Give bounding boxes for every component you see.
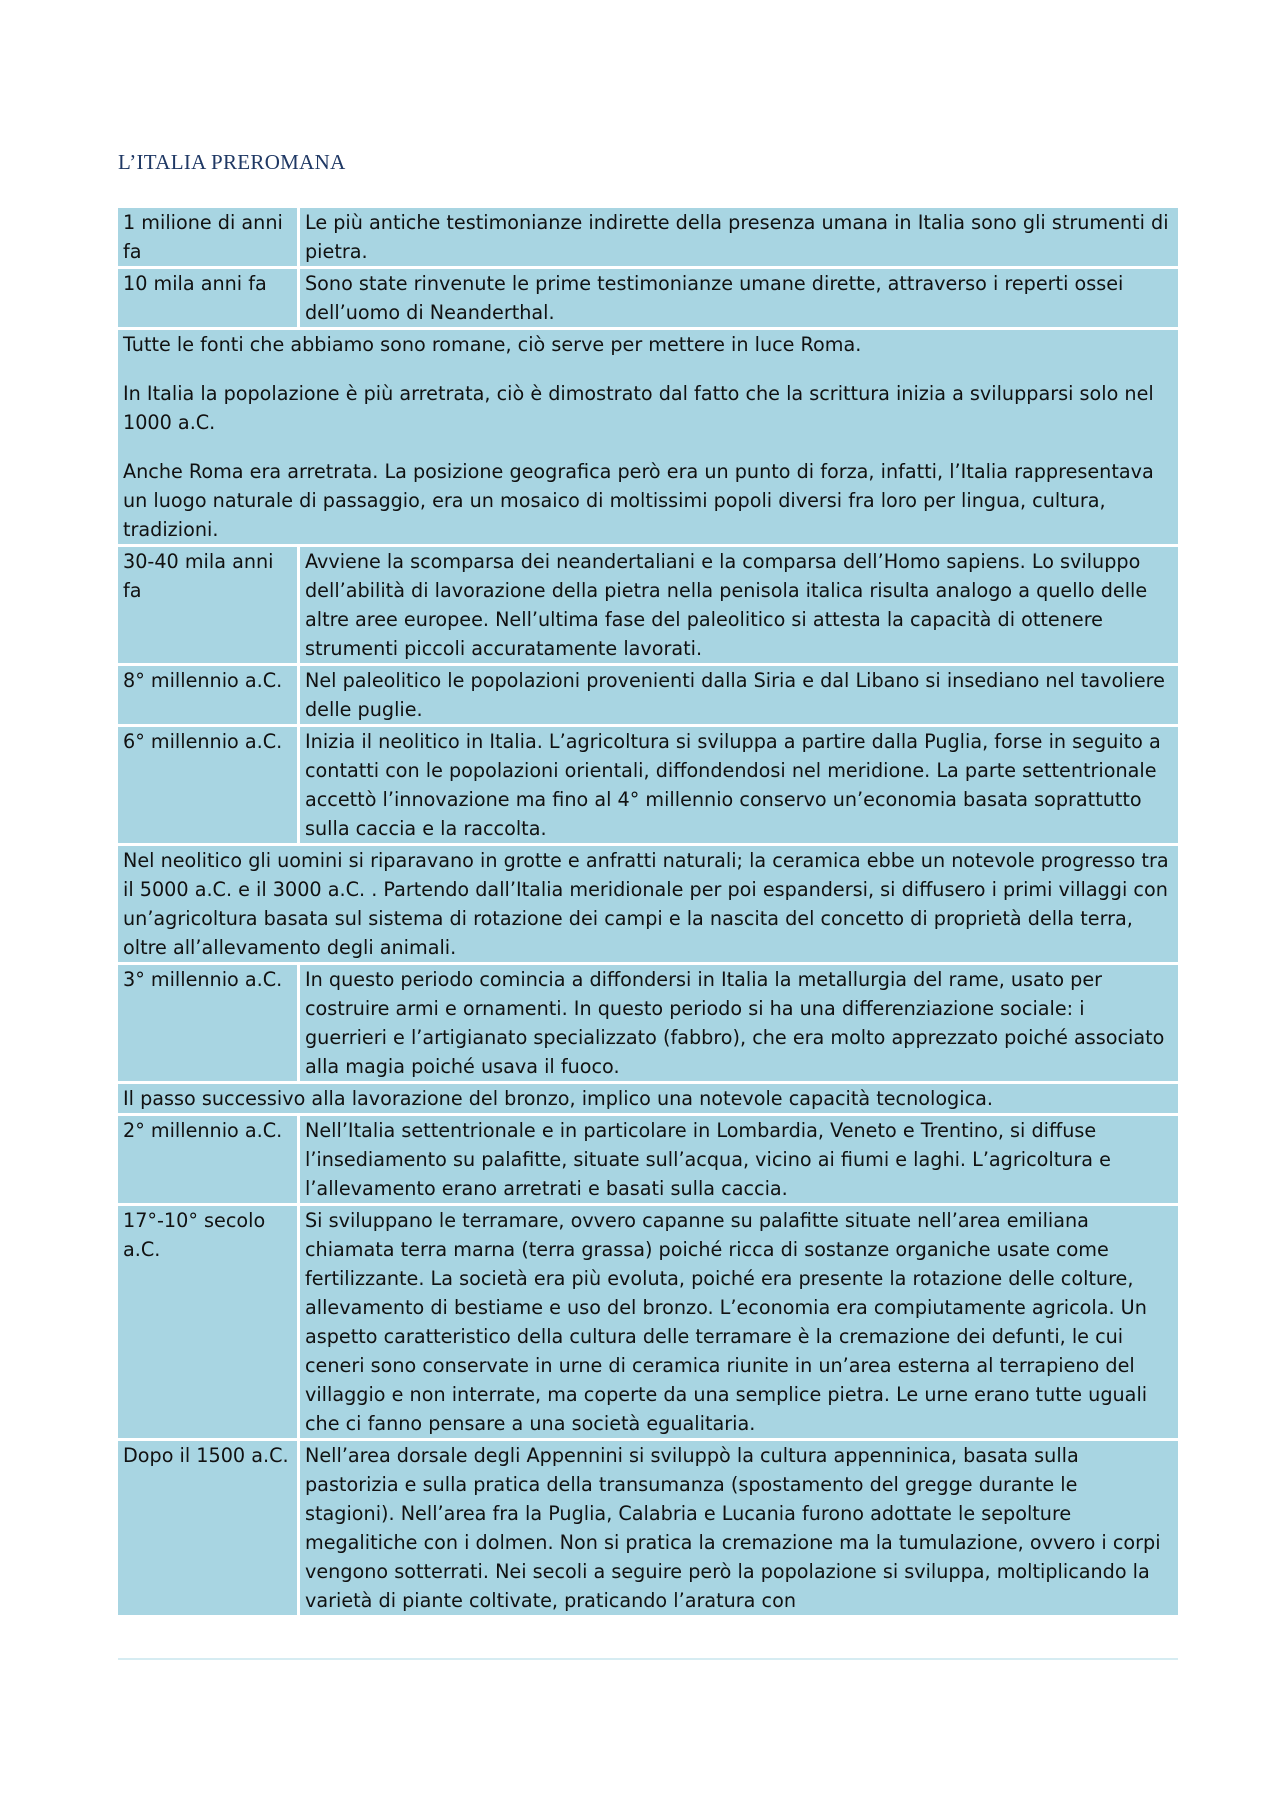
timeline-date: 6° millennio a.C. xyxy=(118,727,300,843)
note-cell xyxy=(118,330,1178,544)
timeline-row xyxy=(118,547,1178,663)
timeline-row xyxy=(118,727,1178,843)
timeline-row xyxy=(118,208,1178,266)
timeline-description: Inizia il neolitico in Italia. L’agricoltura si sviluppa a partire dalla Puglia, forse in seguito a contatti con le popolazioni orientali, diffondendosi nel meridione. La parte settentrionale accettò l’innovazione ma fino al 4° millennio conservo un’economia basata soprattutto sulla caccia e la raccolta. xyxy=(300,727,1178,843)
timeline-row xyxy=(118,965,1178,1081)
timeline-date: 17°-10° secolo a.C. xyxy=(118,1206,300,1438)
timeline-description: Nell’area dorsale degli Appennini si sviluppò la cultura appenninica, basata sulla pastorizia e sulla pratica della transumanza (spostamento del gregge durante le stagioni). Nell’area fra la Puglia, Calabria e Lucania furono adottate le sepolture megalitiche con i dolmen. Non si pratica la cremazione ma la tumulazione, ovvero i corpi vengono sotterrati. Nei secoli a seguire però la popolazione si sviluppa, moltiplicando la varietà di piante coltivate, praticando l’aratura con xyxy=(300,1441,1178,1615)
note-cell xyxy=(118,846,1178,962)
note-paragraph: In Italia la popolazione è più arretrata, ciò è dimostrato dal fatto che la scrittura inizia a svilupparsi solo nel 1000 a.C. xyxy=(123,382,1154,434)
timeline-date: 30-40 mila anni fa xyxy=(118,547,300,663)
note-row xyxy=(118,330,1178,544)
timeline-date: 8° millennio a.C. xyxy=(118,666,300,724)
note-paragraph: Il passo successivo alla lavorazione del bronzo, implico una notevole capacità tecnologica. xyxy=(123,1087,993,1110)
note-paragraph: Nel neolitico gli uomini si riparavano in grotte e anfratti naturali; la ceramica ebbe un notevole progresso tra il 5000 a.C. e il 3000 a.C. . Partendo dall’Italia meridionale per poi espandersi, si diffusero i primi villaggi con un’agricoltura basata sul sistema di rotazione dei campi e la nascita del concetto di proprietà della terra, oltre all’allevamento degli animali. xyxy=(123,849,1169,959)
timeline-date: 3° millennio a.C. xyxy=(118,965,300,1081)
timeline-description: Le più antiche testimonianze indirette della presenza umana in Italia sono gli strumenti di pietra. xyxy=(300,208,1178,266)
note-row xyxy=(118,846,1178,962)
timeline-table xyxy=(118,205,1178,1618)
timeline-row xyxy=(118,1441,1178,1615)
timeline-row xyxy=(118,1206,1178,1438)
note-cell xyxy=(118,1084,1178,1113)
timeline-description: Sono state rinvenute le prime testimonianze umane dirette, attraverso i reperti ossei dell’uomo di Neanderthal. xyxy=(300,269,1178,327)
timeline-date: 1 milione di anni fa xyxy=(118,208,300,266)
timeline-date: 2° millennio a.C. xyxy=(118,1116,300,1203)
note-paragraph: Anche Roma era arretrata. La posizione geografica però era un punto di forza, infatti, l’Italia rappresentava un luogo naturale di passaggio, era un mosaico di moltissimi popoli diversi fra loro per lingua, cultura, tradizioni. xyxy=(123,460,1154,541)
table-bottom-rule xyxy=(118,1658,1178,1660)
timeline-row xyxy=(118,269,1178,327)
note-paragraph: Tutte le fonti che abbiamo sono romane, ciò serve per mettere in luce Roma. xyxy=(123,333,862,356)
timeline-description: Nel paleolitico le popolazioni provenienti dalla Siria e dal Libano si insediano nel tavoliere delle puglie. xyxy=(300,666,1178,724)
timeline-description: Avviene la scomparsa dei neandertaliani e la comparsa dell’Homo sapiens. Lo sviluppo dell’abilità di lavorazione della pietra nella penisola italica risulta analogo a quello delle altre aree europee. Nell’ultima fase del paleolitico si attesta la capacità di ottenere strumenti piccoli accuratamente lavorati. xyxy=(300,547,1178,663)
timeline-date: Dopo il 1500 a.C. xyxy=(118,1441,300,1615)
note-row xyxy=(118,1084,1178,1113)
timeline-description: In questo periodo comincia a diffondersi in Italia la metallurgia del rame, usato per costruire armi e ornamenti. In questo periodo si ha una differenziazione sociale: i guerrieri e l’artigianato specializzato (fabbro), che era molto apprezzato poiché associato alla magia poiché usava il fuoco. xyxy=(300,965,1178,1081)
timeline-date: 10 mila anni fa xyxy=(118,269,300,327)
timeline-row xyxy=(118,666,1178,724)
timeline-description: Nell’Italia settentrionale e in particolare in Lombardia, Veneto e Trentino, si diffuse l’insediamento su palafitte, situate sull’acqua, vicino ai fiumi e laghi. L’agricoltura e l’allevamento erano arretrati e basati sulla caccia. xyxy=(300,1116,1178,1203)
timeline-row xyxy=(118,1116,1178,1203)
timeline-body xyxy=(118,208,1178,1615)
document-title: L’ITALIA PREROMANA xyxy=(118,150,346,174)
timeline-description: Si sviluppano le terramare, ovvero capanne su palafitte situate nell’area emiliana chiamata terra marna (terra grassa) poiché ricca di sostanze organiche usate come fertilizzante. La società era più evoluta, poiché era presente la rotazione delle colture, allevamento di bestiame e uso del bronzo. L’economia era compiutamente agricola. Un aspetto caratteristico della cultura delle terramare è la cremazione dei defunti, le cui ceneri sono conservate in urne di ceramica riunite in un’area esterna al terrapieno del villaggio e non interrate, ma coperte da una semplice pietra. Le urne erano tutte uguali che ci fanno pensare a una società egualitaria. xyxy=(300,1206,1178,1438)
